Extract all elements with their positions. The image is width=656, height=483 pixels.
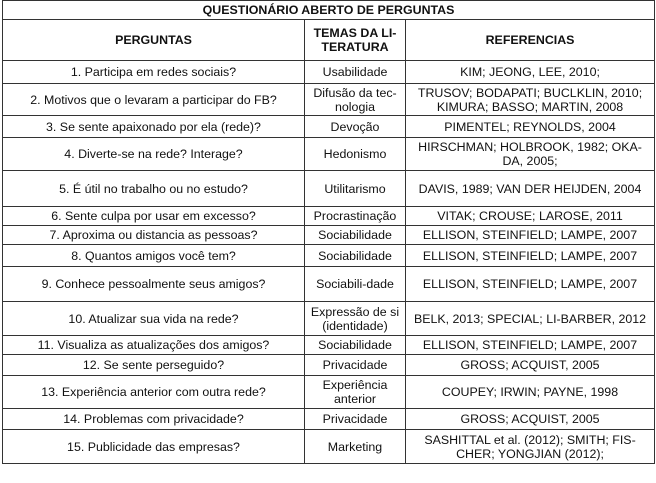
- table-row: [3, 409, 655, 430]
- question-cell: 4. Diverte-se na rede? Interage?: [3, 138, 305, 171]
- theme-cell: Procrastinação: [305, 207, 406, 226]
- theme-cell: Privacidade: [305, 409, 406, 430]
- table-row: [3, 302, 655, 336]
- reference-cell: PIMENTEL; REYNOLDS, 2004: [406, 116, 655, 138]
- theme-cell: Sociabilidade: [305, 336, 406, 355]
- theme-cell: Sociabili-dade: [305, 267, 406, 302]
- table-row: [3, 61, 655, 84]
- table-row: [3, 207, 655, 226]
- theme-cell: Utilitarismo: [305, 171, 406, 207]
- header-referencias: REFERENCIAS: [406, 20, 655, 61]
- table-row: [3, 84, 655, 116]
- question-cell: 5. É útil no trabalho ou no estudo?: [3, 171, 305, 207]
- table-row: [3, 245, 655, 267]
- theme-cell: Privacidade: [305, 355, 406, 376]
- reference-cell: ELLISON, STEINFIELD; LAMPE, 2007: [406, 267, 655, 302]
- question-cell: 13. Experiência anterior com outra rede?: [3, 376, 305, 409]
- reference-cell: GROSS; ACQUIST, 2005: [406, 409, 655, 430]
- reference-cell: HIRSCHMAN; HOLBROOK, 1982; OKA-DA, 2005;: [406, 138, 655, 171]
- question-cell: 1. Participa em redes sociais?: [3, 61, 305, 84]
- table-row: [3, 116, 655, 138]
- theme-cell: Expressão de si (identidade): [305, 302, 406, 336]
- table-title: QUESTIONÁRIO ABERTO DE PERGUNTAS: [3, 1, 655, 20]
- reference-cell: KIM; JEONG, LEE, 2010;: [406, 61, 655, 84]
- theme-cell: Hedonismo: [305, 138, 406, 171]
- question-cell: 11. Visualiza as atualizações dos amigos?: [3, 336, 305, 355]
- question-cell: 3. Se sente apaixonado por ela (rede)?: [3, 116, 305, 138]
- question-cell: 10. Atualizar sua vida na rede?: [3, 302, 305, 336]
- questionnaire-table: [2, 0, 655, 464]
- question-cell: 14. Problemas com privacidade?: [3, 409, 305, 430]
- table-row: [3, 226, 655, 245]
- table-row: [3, 336, 655, 355]
- table-row: [3, 267, 655, 302]
- reference-cell: ELLISON, STEINFIELD; LAMPE, 2007: [406, 245, 655, 267]
- theme-cell: Marketing: [305, 430, 406, 464]
- theme-cell: Sociabilidade: [305, 226, 406, 245]
- reference-cell: TRUSOV; BODAPATI; BUCLKLIN, 2010; KIMURA; BASSO; MARTIN, 2008: [406, 84, 655, 116]
- table-row: [3, 376, 655, 409]
- reference-cell: BELK, 2013; SPECIAL; LI-BARBER, 2012: [406, 302, 655, 336]
- reference-cell: ELLISON, STEINFIELD; LAMPE, 2007: [406, 226, 655, 245]
- header-perguntas: PERGUNTAS: [3, 20, 305, 61]
- theme-cell: Difusão da tec-nologia: [305, 84, 406, 116]
- theme-cell: Usabilidade: [305, 61, 406, 84]
- theme-cell: Experiência anterior: [305, 376, 406, 409]
- reference-cell: GROSS; ACQUIST, 2005: [406, 355, 655, 376]
- question-cell: 6. Sente culpa por usar em excesso?: [3, 207, 305, 226]
- table-row: [3, 355, 655, 376]
- header-row: [3, 20, 655, 61]
- question-cell: 15. Publicidade das empresas?: [3, 430, 305, 464]
- reference-cell: COUPEY; IRWIN; PAYNE, 1998: [406, 376, 655, 409]
- title-row: [3, 1, 655, 20]
- table-row: [3, 430, 655, 464]
- question-cell: 9. Conhece pessoalmente seus amigos?: [3, 267, 305, 302]
- theme-cell: Sociabilidade: [305, 245, 406, 267]
- theme-cell: Devoção: [305, 116, 406, 138]
- question-cell: 8. Quantos amigos você tem?: [3, 245, 305, 267]
- reference-cell: SASHITTAL et al. (2012); SMITH; FIS-CHER; YONGJIAN (2012);: [406, 430, 655, 464]
- reference-cell: ELLISON, STEINFIELD; LAMPE, 2007: [406, 336, 655, 355]
- reference-cell: DAVIS, 1989; VAN DER HEIJDEN, 2004: [406, 171, 655, 207]
- question-cell: 7. Aproxima ou distancia as pessoas?: [3, 226, 305, 245]
- question-cell: 2. Motivos que o levaram a participar do FB?: [3, 84, 305, 116]
- table-row: [3, 138, 655, 171]
- table-row: [3, 171, 655, 207]
- header-temas: TEMAS DA LI-TERATURA: [305, 20, 406, 61]
- reference-cell: VITAK; CROUSE; LAROSE, 2011: [406, 207, 655, 226]
- question-cell: 12. Se sente perseguido?: [3, 355, 305, 376]
